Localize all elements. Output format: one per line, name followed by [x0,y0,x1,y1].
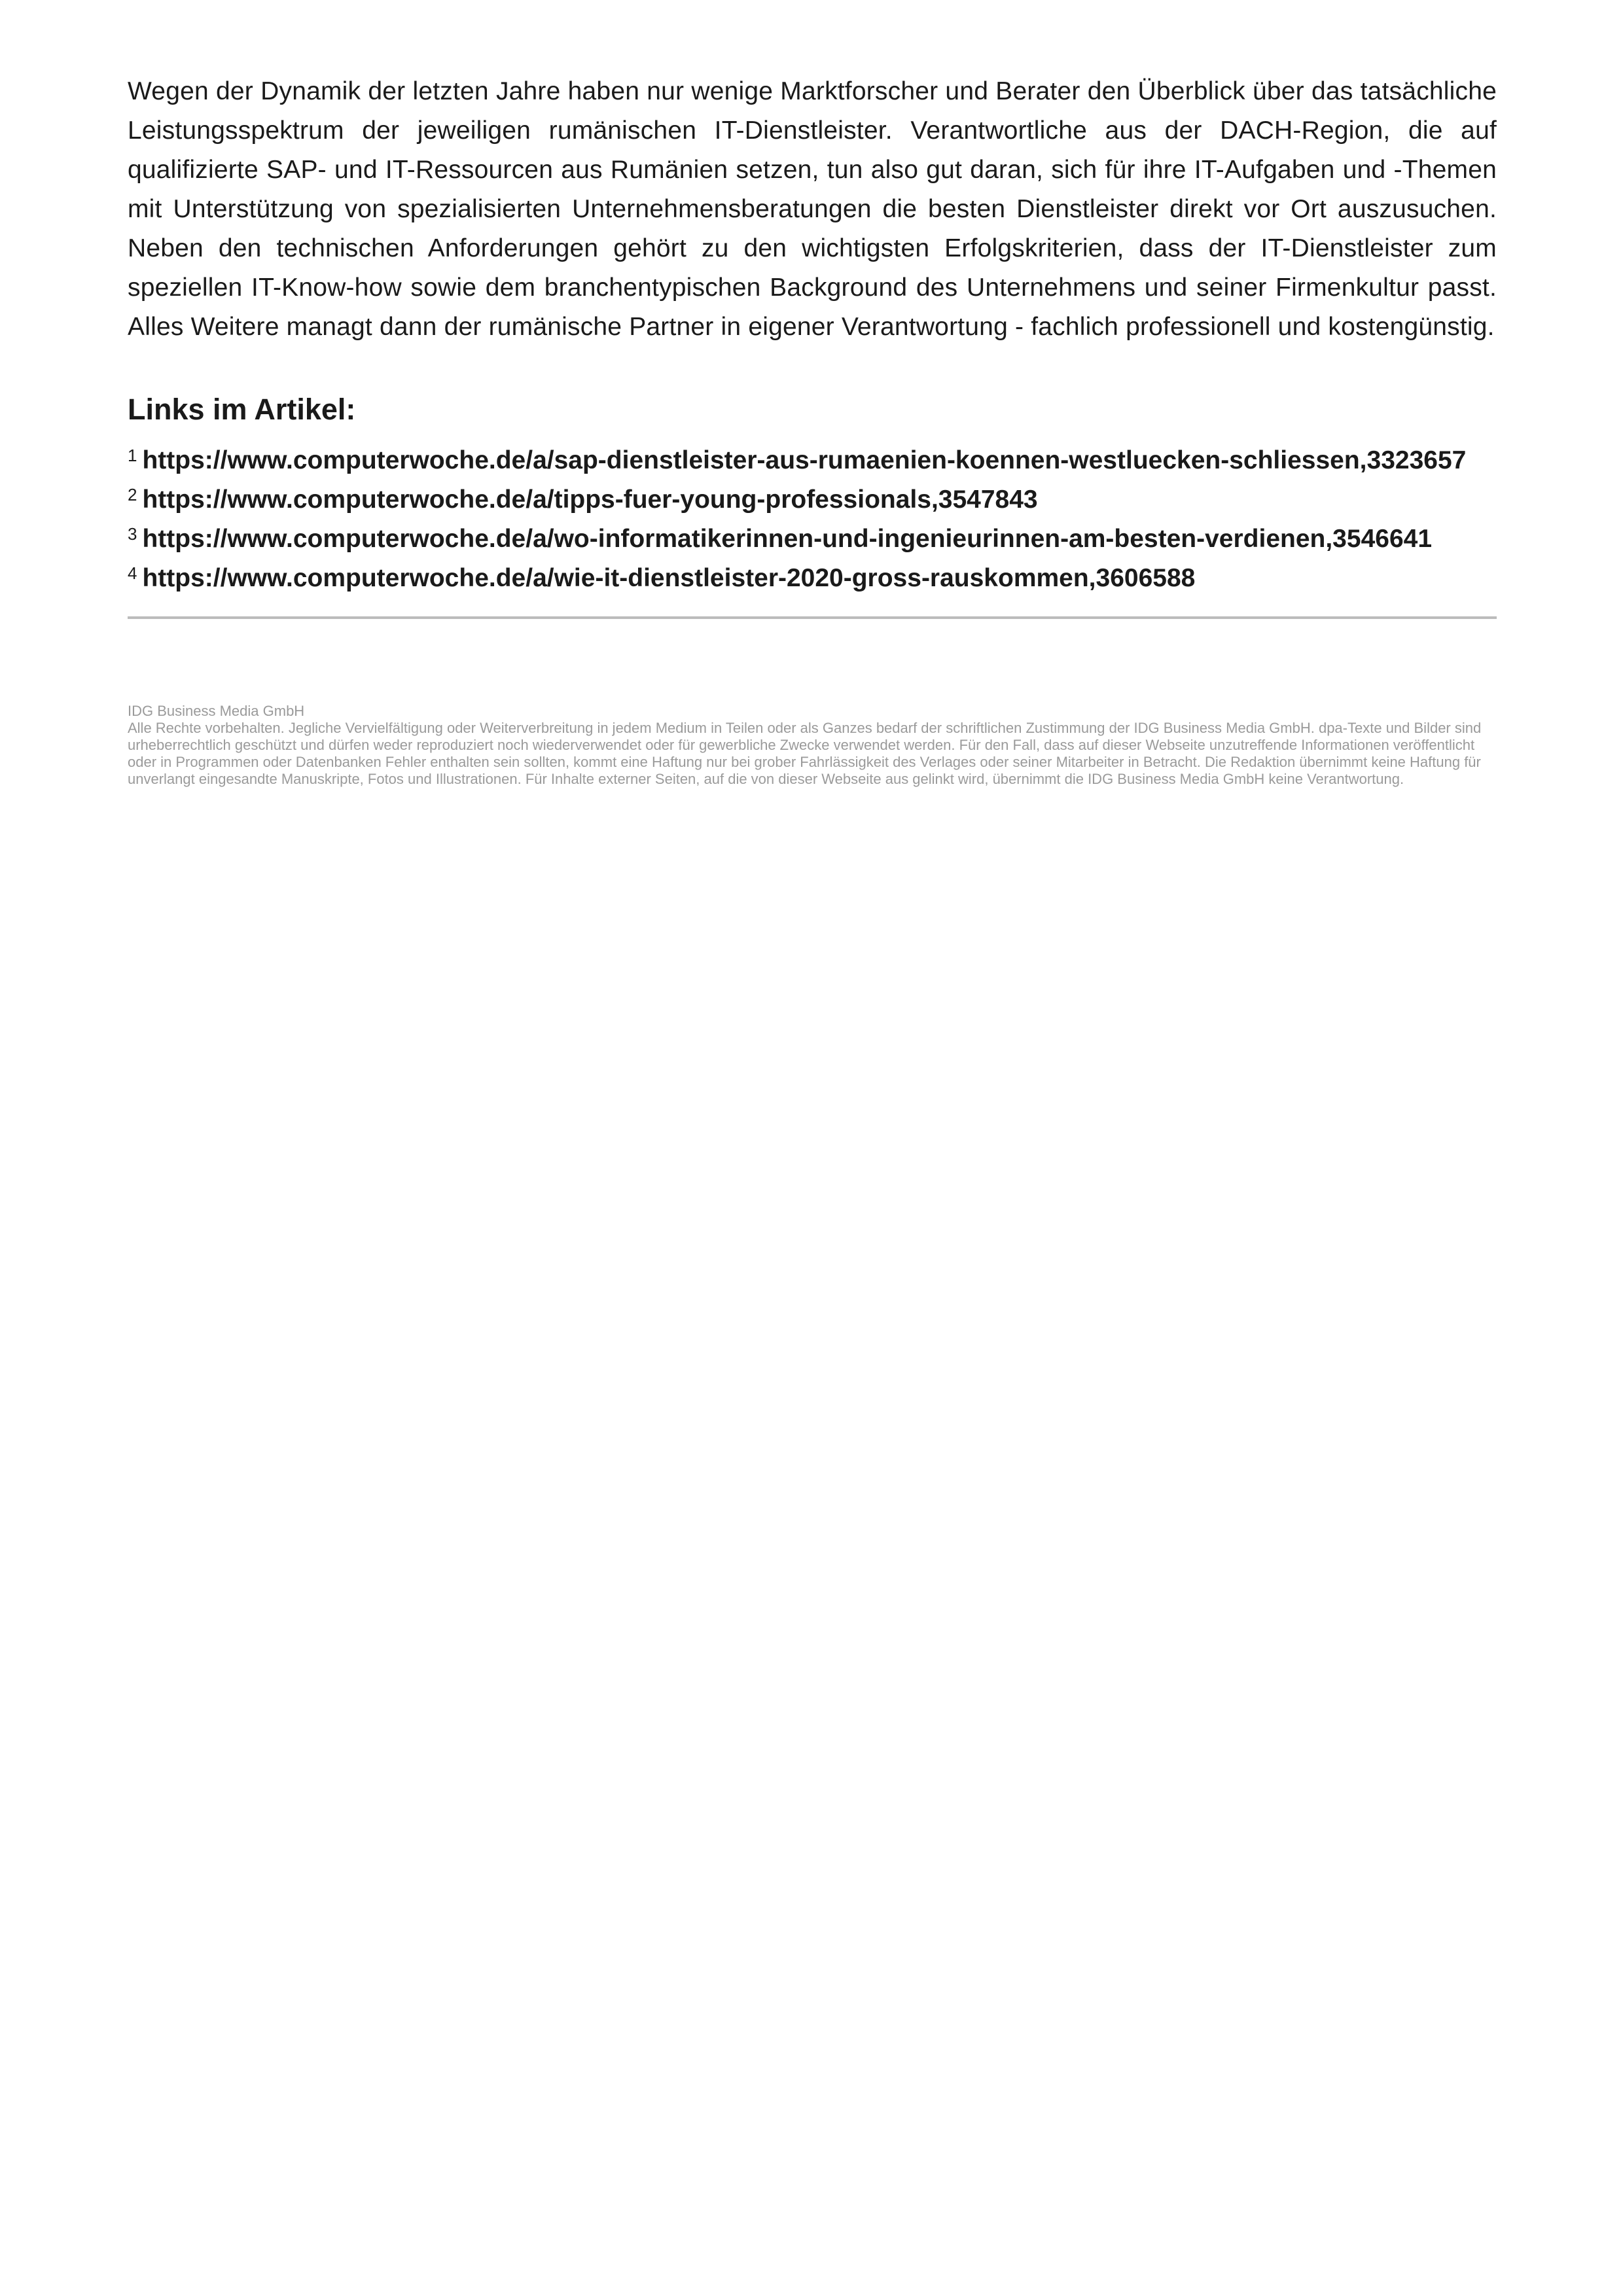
footer-company: IDG Business Media GmbH [128,703,305,719]
link-item [128,559,1497,598]
link-item [128,480,1497,520]
links-heading: Links im Artikel: [128,393,356,426]
section-divider [128,616,1497,619]
links-list [128,441,1497,598]
link-item [128,441,1497,480]
link-url[interactable]: https://www.computerwoche.de/a/wie-it-dienstleister-2020-gross-rauskommen,3606588 [142,564,1196,592]
document-page [128,72,1497,788]
link-number: 4 [128,563,137,583]
link-url[interactable]: https://www.computerwoche.de/a/sap-dienstleister-aus-rumaenien-koennen-westluecken-schliessen,3323657 [142,446,1467,474]
link-url[interactable]: https://www.computerwoche.de/a/wo-informatikerinnen-und-ingenieurinnen-am-besten-verdienen,3546641 [142,525,1433,553]
footer [128,703,1497,788]
link-number: 1 [128,446,137,465]
article-paragraph: Wegen der Dynamik der letzten Jahre haben nur wenige Marktforscher und Berater den Überblick über das tatsächliche Leistungsspektrum der jeweiligen rumänischen IT-Dienstleister. Verantwortliche aus der DACH-Region, die auf qualifizierte SAP- und IT-Ressourcen aus Rumänien setzen, tun also gut daran, sich für ihre IT-Aufgaben und -Themen mit Unterstützung von spezialisierten Unternehmensberatungen die besten Dienstleister direkt vor Ort auszusuchen. Neben den technischen Anforderungen gehört zu den wichtigsten Erfolgskriterien, dass der IT-Dienstleister zum speziellen IT-Know-how sowie dem branchentypischen Background des Unternehmens und seiner Firmenkultur passt. Alles Weitere managt dann der rumänische Partner in eigener Verantwortung - fachlich professionell und kostengünstig. [128,77,1497,341]
link-url[interactable]: https://www.computerwoche.de/a/tipps-fuer-young-professionals,3547843 [142,486,1038,514]
link-number: 3 [128,524,137,544]
link-item [128,520,1497,559]
footer-legal-notice: Alle Rechte vorbehalten. Jegliche Vervielfältigung oder Weiterverbreitung in jedem Medium in Teilen oder als Ganzes bedarf der schriftlichen Zustimmung der IDG Business Media GmbH. dpa-Texte und Bilder sind urheberrechtlich geschützt und dürfen weder reproduziert noch wiederverwendet oder für gewerbliche Zwecke verwendet werden. Für den Fall, dass auf dieser Webseite unzutreffende Informationen veröffentlicht oder in Programmen oder Datenbanken Fehler enthalten sein sollten, kommt eine Haftung nur bei grober Fahrlässigkeit des Verlages oder seiner Mitarbeiter in Betracht. Die Redaktion übernimmt keine Haftung für unverlangt eingesandte Manuskripte, Fotos und Illustrationen. Für Inhalte externer Seiten, auf die von dieser Webseite aus gelinkt wird, übernimmt die IDG Business Media GmbH keine Verantwortung. [128,720,1482,787]
link-number: 2 [128,485,137,504]
